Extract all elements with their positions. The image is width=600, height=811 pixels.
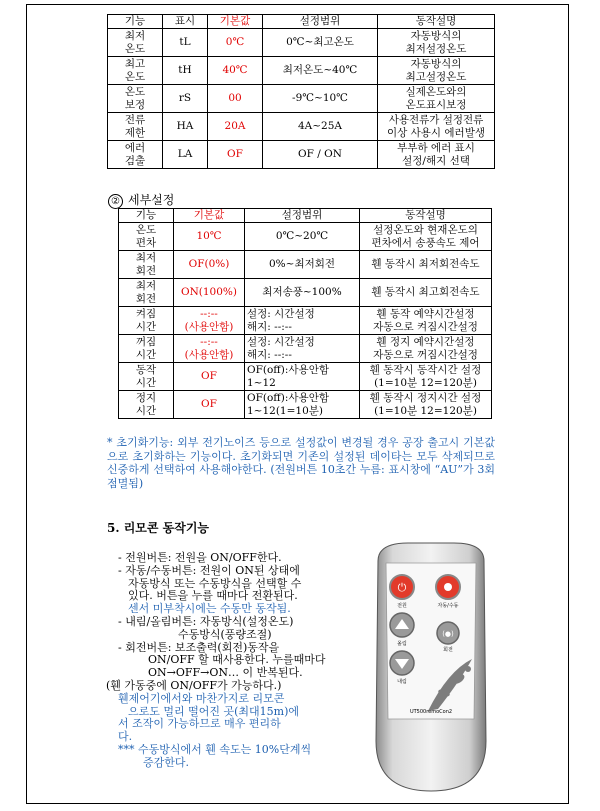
- table-row: [119, 363, 492, 391]
- cell-function: 최고 온도: [108, 57, 163, 85]
- remote-control-image: [368, 541, 494, 793]
- list-item: 다.: [118, 730, 133, 744]
- list-item: 센서 미부착시에는 수동만 동작됨.: [128, 602, 291, 616]
- cell-description: 휀 동작시 동작시간 설정 (1=10분 12=120분): [360, 363, 492, 391]
- list-item: - 회전버튼: 보조출력(회전)동작을: [118, 640, 280, 654]
- list-item: ON/OFF 할 때사용한다. 누를때마다: [148, 653, 326, 667]
- table-row: [108, 57, 495, 85]
- cell-default: OF: [174, 391, 245, 419]
- cell-function: 온도 보정: [108, 85, 163, 113]
- cell-function: 전류 제한: [108, 113, 163, 141]
- cell-description: 사용전류가 설정전류 이상 사용시 에러발생: [378, 113, 495, 141]
- header-range: 설정범위: [263, 15, 378, 29]
- mode-label: 자동/수동: [437, 603, 459, 609]
- cell-default: 40℃: [208, 57, 263, 85]
- cell-function: 최저 회전: [119, 279, 174, 307]
- cell-range: 설정: 시간설정 해지: --:--: [245, 307, 360, 335]
- cell-range: 최저온도~40℃: [263, 57, 378, 85]
- power-label: 전원: [397, 603, 407, 609]
- cell-description: 휀 동작시 최고회전속도: [360, 279, 492, 307]
- list-item: - 전원버튼: 전원을 ON/OFF한다.: [118, 551, 282, 564]
- cell-function: 꺼짐 시간: [119, 335, 174, 363]
- table-row: [108, 85, 495, 113]
- section-2-title: [108, 191, 174, 209]
- cell-display: tL: [163, 29, 208, 57]
- cell-default: OF: [174, 363, 245, 391]
- list-item: 있다. 버튼을 누를 때마다 전환된다.: [128, 589, 298, 603]
- table-row: [119, 335, 492, 363]
- rotate-icon: (●): [442, 630, 454, 638]
- cell-display: rS: [163, 85, 208, 113]
- power-icon: ⏻: [397, 581, 407, 594]
- cell-range: OF(off):사용안함 1~12(1=10분): [245, 391, 360, 419]
- cell-range: 0℃~최고온도: [263, 29, 378, 57]
- header-function: 기능: [108, 15, 163, 29]
- list-item: ON→OFF→ON… 이 반복된다.: [148, 666, 303, 680]
- header-range: 설정범위: [245, 209, 360, 223]
- table-row: [119, 251, 492, 279]
- cell-description: 부부하 에러 표시 설정/해지 선택: [378, 141, 495, 169]
- header-description: 동작설명: [378, 15, 495, 29]
- cell-default: 10℃: [174, 223, 245, 251]
- cell-description: 설정온도와 현재온도의 편차에서 송풍속도 제어: [360, 223, 492, 251]
- list-item: - 자동/수동버튼: 전원이 ON된 상태에: [118, 563, 300, 577]
- cell-function: 켜짐 시간: [119, 307, 174, 335]
- table-row: [119, 223, 492, 251]
- cell-default: --:-- (사용안함): [174, 307, 245, 335]
- header-default: 기본값: [174, 209, 245, 223]
- cell-description: 자동방식의 최고설정온도: [378, 57, 495, 85]
- header-display: 표시: [163, 15, 208, 29]
- list-item: *** 수동방식에서 휀 속도는 10%단계씩: [118, 742, 312, 756]
- cell-range: -9℃~10℃: [263, 85, 378, 113]
- down-label: 내림: [397, 679, 407, 685]
- cell-function: 최저 온도: [108, 29, 163, 57]
- table-row: [119, 391, 492, 419]
- cell-description: 자동방식의 최저설정온도: [378, 29, 495, 57]
- list-item: 자동방식 또는 수동방식을 선택할 수: [128, 576, 302, 590]
- header-description: 동작설명: [360, 209, 492, 223]
- settings-table-1: [107, 14, 495, 169]
- cell-default: ON(100%): [174, 279, 245, 307]
- cell-default: OF(0%): [174, 251, 245, 279]
- list-item: 증감한다.: [143, 755, 190, 769]
- cell-range: OF / ON: [263, 141, 378, 169]
- cell-description: 휀 동작 예약시간설정 자동으로 켜짐시간설정: [360, 307, 492, 335]
- cell-range: 최저송풍~100%: [245, 279, 360, 307]
- rotate-label: 회전: [443, 647, 453, 653]
- table-row: [119, 279, 492, 307]
- initialization-note: * 초기화기능: 외부 전기노이즈 등으로 설정값이 변경될 경우 공장 출고시 기본값으로 초기화하는 기능이다. 초기화되면 기존의 설정된 데이타는 모두 삭제되므로 신중하게 선택하여 사용해야한다. (전원버튼 10초간 누름: 표시창에 “AU”가 3회 점멸됨): [107, 436, 495, 490]
- list-item: 수동방식(풍량조절): [178, 627, 272, 641]
- cell-range: 4A~25A: [263, 113, 378, 141]
- cell-default: 00: [208, 85, 263, 113]
- settings-table-2: [118, 208, 492, 419]
- table-header-row: [119, 209, 492, 223]
- section-5-title: 5. 리모콘 동작기능: [107, 521, 210, 535]
- cell-default: 20A: [208, 113, 263, 141]
- table-row: [108, 113, 495, 141]
- cell-description: 휀 동작시 정지시간 설정 (1=10분 12=120분): [360, 391, 492, 419]
- cell-display: HA: [163, 113, 208, 141]
- cell-description: 휀 정지 예약시간설정 자동으로 꺼짐시간설정: [360, 335, 492, 363]
- table-row: [119, 307, 492, 335]
- table-header-row: [108, 15, 495, 29]
- cell-default: 0℃: [208, 29, 263, 57]
- table-row: [108, 29, 495, 57]
- cell-display: tH: [163, 57, 208, 85]
- cell-function: 정지 시간: [119, 391, 174, 419]
- cell-default: OF: [208, 141, 263, 169]
- list-item: 서 조작이 가능하므로 매우 편리하: [118, 717, 281, 731]
- list-item: (휀 가동중에 ON/OFF가 가능하다.): [106, 678, 282, 692]
- list-item: - 내림/올림버튼: 자동방식(설정온도): [118, 614, 294, 628]
- section-number: ②: [108, 194, 123, 209]
- up-label: 올림: [397, 641, 407, 647]
- brand-label: UT500remoCon2: [409, 709, 453, 715]
- remote-function-list: [106, 551, 368, 770]
- cell-function: 동작 시간: [119, 363, 174, 391]
- cell-function: 온도 편차: [119, 223, 174, 251]
- cell-function: 에러 검출: [108, 141, 163, 169]
- section-title: 세부설정: [128, 193, 175, 207]
- mode-icon: [444, 583, 452, 591]
- table-row: [108, 141, 495, 169]
- cell-range: 설정: 시간설정 해지: --:--: [245, 335, 360, 363]
- header-default: 기본값: [208, 15, 263, 29]
- list-item: 으로도 멀리 떨어진 곳(최대15m)에: [128, 704, 300, 718]
- header-function: 기능: [119, 209, 174, 223]
- cell-default: --:-- (사용안함): [174, 335, 245, 363]
- cell-function: 최저 회전: [119, 251, 174, 279]
- cell-description: 실제온도와의 온도표시보정: [378, 85, 495, 113]
- cell-description: 휀 동작시 최저회전속도: [360, 251, 492, 279]
- list-item: 휀제어기에서와 마찬가지로 리모콘: [118, 691, 285, 705]
- cell-range: 0%~최저회전: [245, 251, 360, 279]
- cell-range: OF(off):사용안함 1~12: [245, 363, 360, 391]
- cell-display: LA: [163, 141, 208, 169]
- cell-range: 0℃~20℃: [245, 223, 360, 251]
